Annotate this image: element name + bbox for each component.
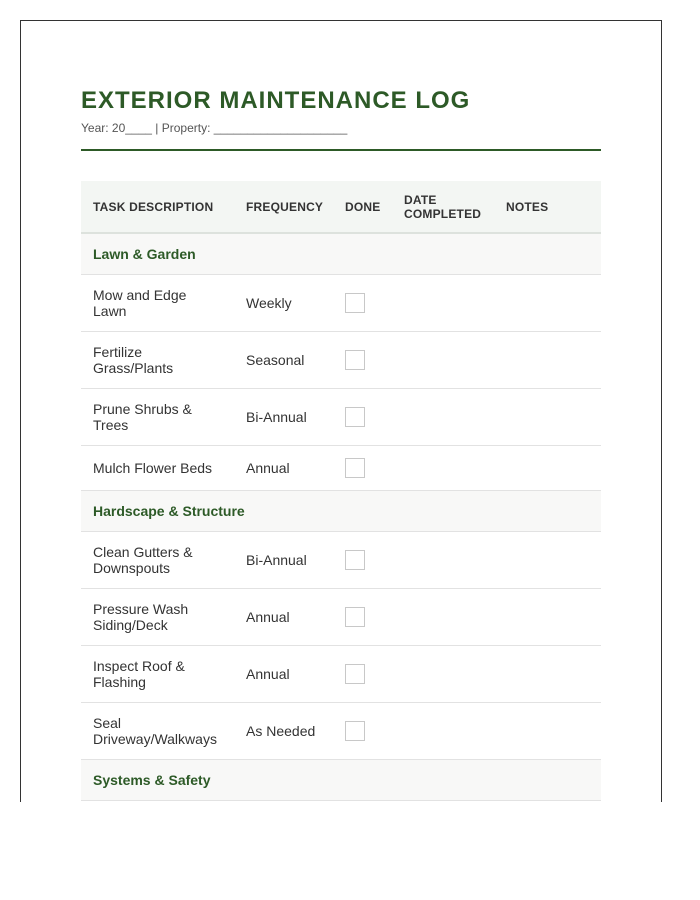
- header-task-description: TASK DESCRIPTION: [81, 181, 234, 233]
- task-description: Seal Driveway/Walkways: [81, 703, 234, 760]
- table-row: [81, 589, 601, 646]
- table-row: [81, 703, 601, 760]
- section-title: Hardscape & Structure: [81, 491, 601, 532]
- task-frequency: As Needed: [234, 703, 333, 760]
- done-cell: [333, 532, 392, 589]
- task-description: Prune Shrubs & Trees: [81, 389, 234, 446]
- notes-field[interactable]: [494, 589, 601, 646]
- done-checkbox[interactable]: [345, 607, 365, 627]
- table-row: [81, 446, 601, 491]
- done-checkbox[interactable]: [345, 407, 365, 427]
- notes-field[interactable]: [494, 275, 601, 332]
- header-notes: NOTES: [494, 181, 601, 233]
- done-cell: [333, 646, 392, 703]
- task-description: Fertilize Grass/Plants: [81, 332, 234, 389]
- table-row: [81, 646, 601, 703]
- done-cell: [333, 446, 392, 491]
- notes-field[interactable]: [494, 389, 601, 446]
- table-row: [81, 532, 601, 589]
- task-frequency: Annual: [234, 589, 333, 646]
- date-completed-field[interactable]: [392, 446, 494, 491]
- task-frequency: Annual: [234, 646, 333, 703]
- section-title: Lawn & Garden: [81, 233, 601, 275]
- section-title: Systems & Safety: [81, 760, 601, 801]
- done-cell: [333, 703, 392, 760]
- date-completed-field[interactable]: [392, 389, 494, 446]
- task-description: Mulch Flower Beds: [81, 446, 234, 491]
- task-frequency: Bi-Annual: [234, 389, 333, 446]
- done-cell: [333, 332, 392, 389]
- page-title: EXTERIOR MAINTENANCE LOG: [81, 87, 471, 114]
- task-description: Clean Gutters & Downspouts: [81, 532, 234, 589]
- section-row-hardscape-structure: [81, 491, 601, 532]
- notes-field[interactable]: [494, 446, 601, 491]
- done-checkbox[interactable]: [345, 458, 365, 478]
- done-checkbox[interactable]: [345, 721, 365, 741]
- date-completed-field[interactable]: [392, 589, 494, 646]
- task-frequency: Bi-Annual: [234, 532, 333, 589]
- done-checkbox[interactable]: [345, 664, 365, 684]
- date-completed-field[interactable]: [392, 532, 494, 589]
- table-row: [81, 332, 601, 389]
- document-page: [20, 20, 662, 802]
- date-completed-field[interactable]: [392, 703, 494, 760]
- section-row-systems-safety: [81, 760, 601, 801]
- notes-field[interactable]: [494, 532, 601, 589]
- done-cell: [333, 589, 392, 646]
- done-cell: [333, 389, 392, 446]
- done-checkbox[interactable]: [345, 293, 365, 313]
- table-header-row: [81, 181, 601, 233]
- section-row-lawn-garden: [81, 233, 601, 275]
- task-frequency: Weekly: [234, 275, 333, 332]
- header-date-completed: DATE COMPLETED: [392, 181, 494, 233]
- task-description: Pressure Wash Siding/Deck: [81, 589, 234, 646]
- year-property-line: Year: 20____ | Property: ____________________: [81, 121, 348, 135]
- done-checkbox[interactable]: [345, 550, 365, 570]
- header-frequency: FREQUENCY: [234, 181, 333, 233]
- notes-field[interactable]: [494, 703, 601, 760]
- table-row: [81, 389, 601, 446]
- done-cell: [333, 275, 392, 332]
- header-done: DONE: [333, 181, 392, 233]
- done-checkbox[interactable]: [345, 350, 365, 370]
- task-frequency: Seasonal: [234, 332, 333, 389]
- date-completed-field[interactable]: [392, 332, 494, 389]
- date-completed-field[interactable]: [392, 646, 494, 703]
- task-description: Inspect Roof & Flashing: [81, 646, 234, 703]
- notes-field[interactable]: [494, 332, 601, 389]
- table-row: [81, 275, 601, 332]
- task-frequency: Annual: [234, 446, 333, 491]
- maintenance-table: [81, 181, 601, 801]
- notes-field[interactable]: [494, 646, 601, 703]
- date-completed-field[interactable]: [392, 275, 494, 332]
- task-description: Mow and Edge Lawn: [81, 275, 234, 332]
- title-divider: [81, 149, 601, 151]
